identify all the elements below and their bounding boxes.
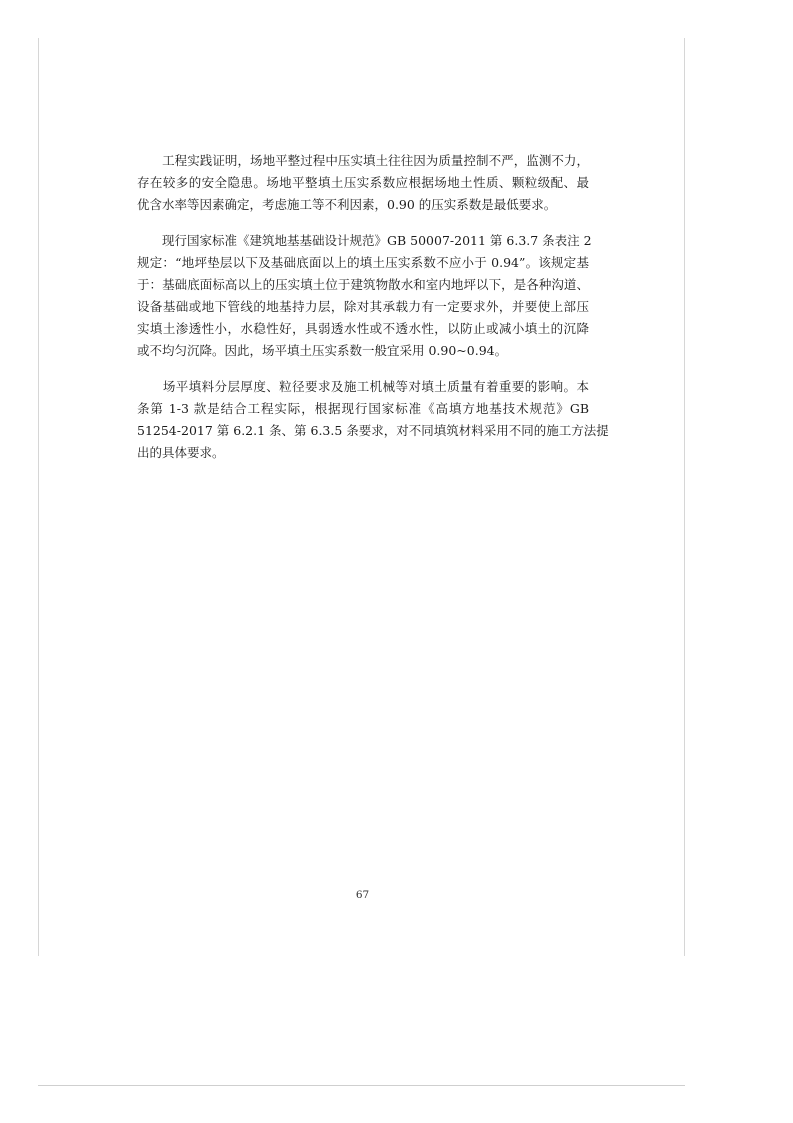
paragraph-1 (137, 150, 589, 216)
text-line: 出的具体要求。 (137, 445, 225, 460)
text-line: 或不均匀沉降。因此，场平填土压实系数一般宜采用 0.90~0.94。 (137, 343, 508, 358)
text-line: 场平填料分层厚度、粒径要求及施工机械等对填土质量有着重要的影响。本 (137, 379, 589, 394)
text-line: 条第 1-3 款是结合工程实际，根据现行国家标准《高填方地基技术规范》GB (137, 401, 589, 416)
document-body (137, 150, 609, 478)
text-line: 现行国家标准《建筑地基基础设计规范》GB 50007-2011 第 6.3.7 条表注 2 (137, 233, 592, 248)
paragraph-2 (137, 230, 592, 362)
page-frame-right-line (684, 38, 685, 956)
text-line: 优含水率等因素确定，考虑施工等不利因素，0.90 的压实系数是最低要求。 (137, 197, 557, 212)
paragraph-3 (137, 376, 609, 464)
text-line: 存在较多的安全隐患。场地平整填土压实系数应根据场地土性质、颗粒级配、最 (137, 175, 589, 190)
text-line: 于：基础底面标高以上的压实填土位于建筑物散水和室内地坪以下，是各种沟道、 (137, 277, 589, 292)
text-line: 工程实践证明，场地平整过程中压实填土往往因为质量控制不严，监测不力， (137, 153, 589, 168)
text-line: 规定：“地坪垫层以下及基础底面以上的填土压实系数不应小于 0.94”。该规定基 (137, 255, 589, 270)
page-frame-left-line (38, 38, 39, 956)
text-line: 设备基础或地下管线的地基持力层，除对其承载力有一定要求外，并要使上部压 (137, 299, 589, 314)
text-line: 实填土渗透性小，水稳性好，具弱透水性或不透水性，以防止或减小填土的沉降 (137, 321, 589, 336)
text-line: 51254-2017 第 6.2.1 条、第 6.3.5 条要求，对不同填筑材料采用不同的施工方法提 (137, 423, 609, 438)
page-frame-bottom-line (38, 1085, 685, 1086)
page-number: 67 (355, 889, 370, 901)
